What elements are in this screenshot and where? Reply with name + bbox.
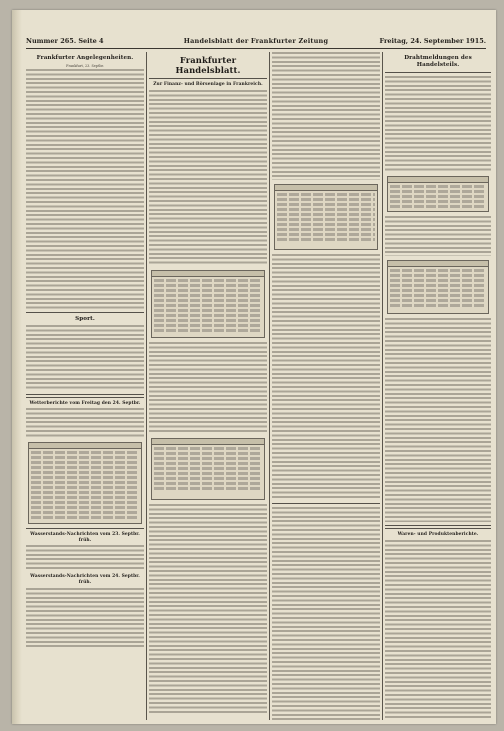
london-table: [387, 260, 489, 314]
running-head: [26, 36, 486, 49]
article-text: [272, 507, 380, 720]
article-text: [385, 76, 491, 172]
section-heading-telegrams: Drahtmeldungen des Handelsteils.: [404, 55, 472, 68]
section-heading-water-levels-2: Wasserstands-Nachrichten vom 24. Septbr. früh.: [30, 574, 140, 585]
article-text: [385, 216, 491, 256]
statistics-table: [274, 184, 378, 250]
dateline: Frankfurt, 23. Septbr.: [66, 64, 104, 68]
section-heading-commodities: Waren- und Produktenberichte.: [397, 532, 479, 537]
weather-table: [28, 442, 142, 524]
divider: [385, 525, 491, 529]
column-4: [385, 52, 491, 720]
running-head-center: Handelsblatt der Frankfurter Zeitung: [183, 37, 329, 45]
section-heading-sport: Sport.: [75, 315, 95, 322]
divider: [385, 72, 491, 73]
newspaper-page: [12, 10, 496, 724]
divider: [149, 78, 267, 79]
article-text: [26, 325, 144, 391]
page-spine: [12, 10, 22, 724]
divider: [26, 312, 144, 313]
section-heading-water-levels-1: Wasserstands-Nachrichten vom 23. Septbr. früh.: [30, 532, 140, 543]
exchange-table: [151, 270, 265, 338]
running-head-right: Freitag, 24. September 1915.: [379, 37, 486, 45]
column-rule: [146, 52, 147, 720]
article-text: [26, 408, 144, 438]
article-heading: Zur Finanz- und Börsenlage in Frankreich.: [153, 82, 263, 87]
market-table: [151, 438, 265, 500]
price-table: [387, 176, 489, 212]
article-text: [26, 545, 144, 571]
running-head-left: Nummer 265. Seite 4: [26, 37, 104, 45]
column-2: [149, 52, 267, 720]
section-heading-handelsblatt: Frankfurter Handelsblatt.: [175, 55, 241, 75]
article-text: [272, 254, 380, 500]
section-heading-weather: Wetterberichte vom Freitag den 24. Septbr.: [29, 400, 141, 406]
article-text: [149, 342, 267, 434]
column-rule: [269, 52, 270, 720]
column-rule: [382, 52, 383, 720]
column-1: [26, 52, 144, 720]
column-3: [272, 52, 380, 720]
article-text: [26, 588, 144, 648]
article-text: [385, 540, 491, 720]
article-text: [149, 90, 267, 266]
article-text: [272, 52, 380, 180]
divider: [26, 528, 144, 529]
divider: [26, 394, 144, 398]
article-text: [385, 318, 491, 522]
divider: [272, 503, 380, 504]
article-text: [149, 504, 267, 714]
section-heading: Frankfurter Angelegenheiten.: [36, 55, 134, 61]
article-text: [26, 69, 144, 309]
